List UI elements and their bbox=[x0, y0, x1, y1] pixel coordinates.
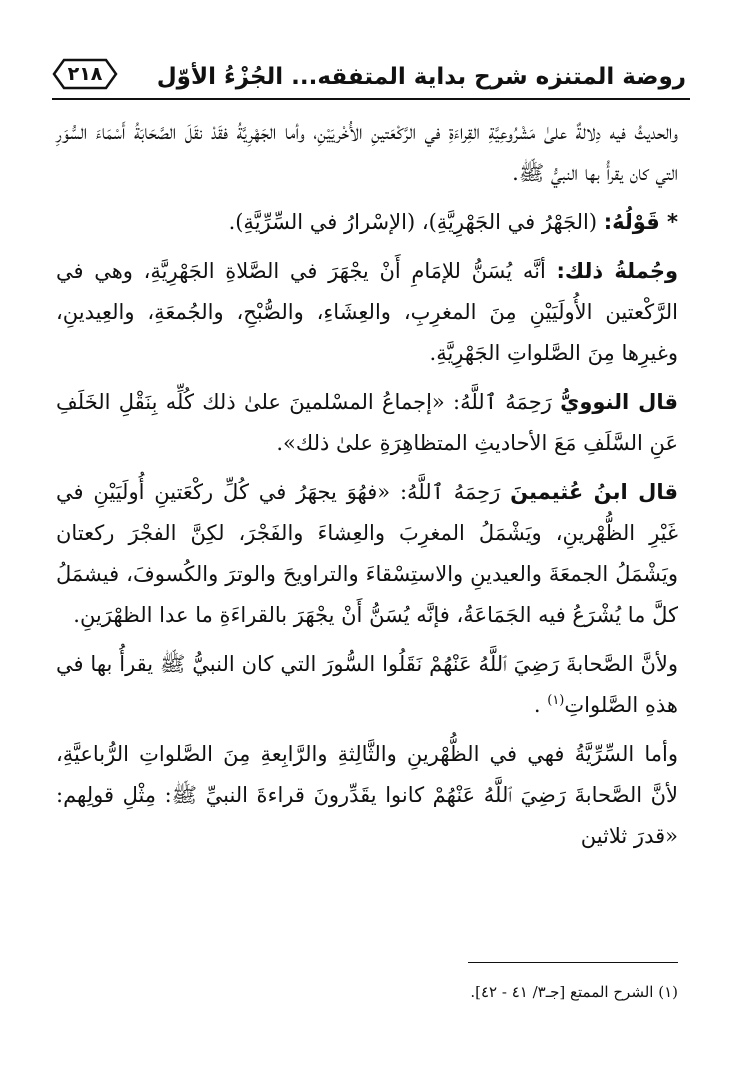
paragraph-silent-prayers bbox=[56, 734, 678, 857]
paragraph-summary bbox=[56, 251, 678, 374]
page-header bbox=[52, 58, 690, 102]
paragraph-text-end: . bbox=[533, 693, 548, 717]
header-divider bbox=[52, 98, 690, 100]
footnote-marker[interactable]: (١) bbox=[547, 693, 565, 708]
paragraph-text: رَحِمَهُ ٱللَّهُ: «إجماعُ المسْلمينَ علىٰ ذلك كُلِّه بِنَقْلِ الخَلَفِ عَنِ السَّلَفِ مَعَ الأحاديثِ المتظاهِرَةِ علىٰ ذلك». bbox=[56, 390, 678, 455]
footnote-divider bbox=[468, 962, 678, 963]
paragraph-companions-transmission bbox=[56, 644, 678, 726]
running-title: روضة المتنزه شرح بداية المتفقه... الجُزْءُ الأوّل bbox=[156, 64, 686, 90]
paragraph-lead: وجُملةُ ذلك: bbox=[556, 259, 679, 283]
footnote: (١) الشرح الممتع [جـ٣/ ٤١ - ٤٢]. bbox=[470, 983, 678, 1001]
paragraph-nawawi bbox=[56, 382, 678, 464]
paragraph-text: وأما السِّرِّيَّةُ فهي في الظُّهْرينِ والثَّالِثةِ والرَّابِعةِ مِنَ الصَّلواتِ الرُّباعيَّةِ، لأنَّ الصَّحابةَ رَضِيَ ٱللَّهُ عَنْهُمْ كانوا يقَدِّرونَ قراءةَ النبيِّ ﷺ: مِثْلِ قولِهم: «قدرَ ثلاثين bbox=[56, 742, 678, 848]
page-number: ٢١٨ bbox=[67, 63, 103, 85]
paragraph-text: رَحِمَهُ ٱللَّهُ: «فهُوَ يجهَرُ في كُلِّ ركْعَتينِ أُولَيَيْنِ في غَيْرِ الظُّهْرينِ، ويَشْمَلُ المغرِبَ والعِشاءَ والفَجْرَ، لكِنَّ الفجْرَ ركعتان ويَشْمَلُ الجمعَةَ والعيدينِ والاستِسْقاءَ والتراويحَ والوترَ والكُسوفَ، فيشمَلُ كلَّ ما يُشْرَعُ فيه الجَمَاعَةُ، فإنَّه يُسَنُّ أَنْ يجْهَرَ بالقراءَةِ ما عدا الظهْرَينِ. bbox=[56, 480, 678, 627]
paragraph-text: أنَّه يُسَنُّ للإمَامِ أَنْ يجْهَرَ في الصَّلاةِ الجَهْرِيَّةِ، وهي في الرَّكْعتين الأُولَيَيْنِ مِنَ المغرِبِ، والعِشَاءِ، والصُّبْحِ، والجُمعَةِ، والعِيدينِ، وغيرِها مِنَ الصَّلواتِ الجَهْرِيَّةِ. bbox=[56, 259, 678, 365]
body-text bbox=[56, 112, 678, 857]
paragraph-ibn-uthaymeen bbox=[56, 472, 678, 636]
paragraph-lead: قال النوويُّ bbox=[560, 390, 678, 414]
page-number-badge bbox=[52, 58, 118, 90]
paragraph-lead: * قَوْلُهُ: bbox=[603, 210, 678, 234]
paragraph-quote-statement bbox=[56, 202, 678, 243]
paragraph-lead: قال ابنُ عُثيمينَ bbox=[510, 480, 678, 504]
paragraph-text: والحديثُ فيه دِلالةٌ علىٰ مَشْرُوعِيَّةِ القِراءَةِ في الرَّكْعَتينِ الأُخْريَيْنِ، وأما الجَهْرِيَّةُ فقَدْ نقَلَ الصَّحَابَةُ أَسْمَاءَ السُّوَرِ التي كان يقرأُ بها النبيُّ ﷺ. bbox=[56, 120, 678, 185]
paragraph-text: ولأنَّ الصَّحابةَ رَضِيَ ٱللَّهُ عَنْهُمْ نَقَلُوا السُّورَ التي كان النبيُّ ﷺ يقرأُ بها في هذهِ الصَّلواتِ bbox=[56, 652, 678, 717]
paragraph-hadith-indication bbox=[56, 112, 678, 194]
paragraph-text: (الجَهْرُ في الجَهْرِيَّةِ)، (الإسْرارُ في السِّرِّيَّةِ). bbox=[228, 210, 604, 234]
